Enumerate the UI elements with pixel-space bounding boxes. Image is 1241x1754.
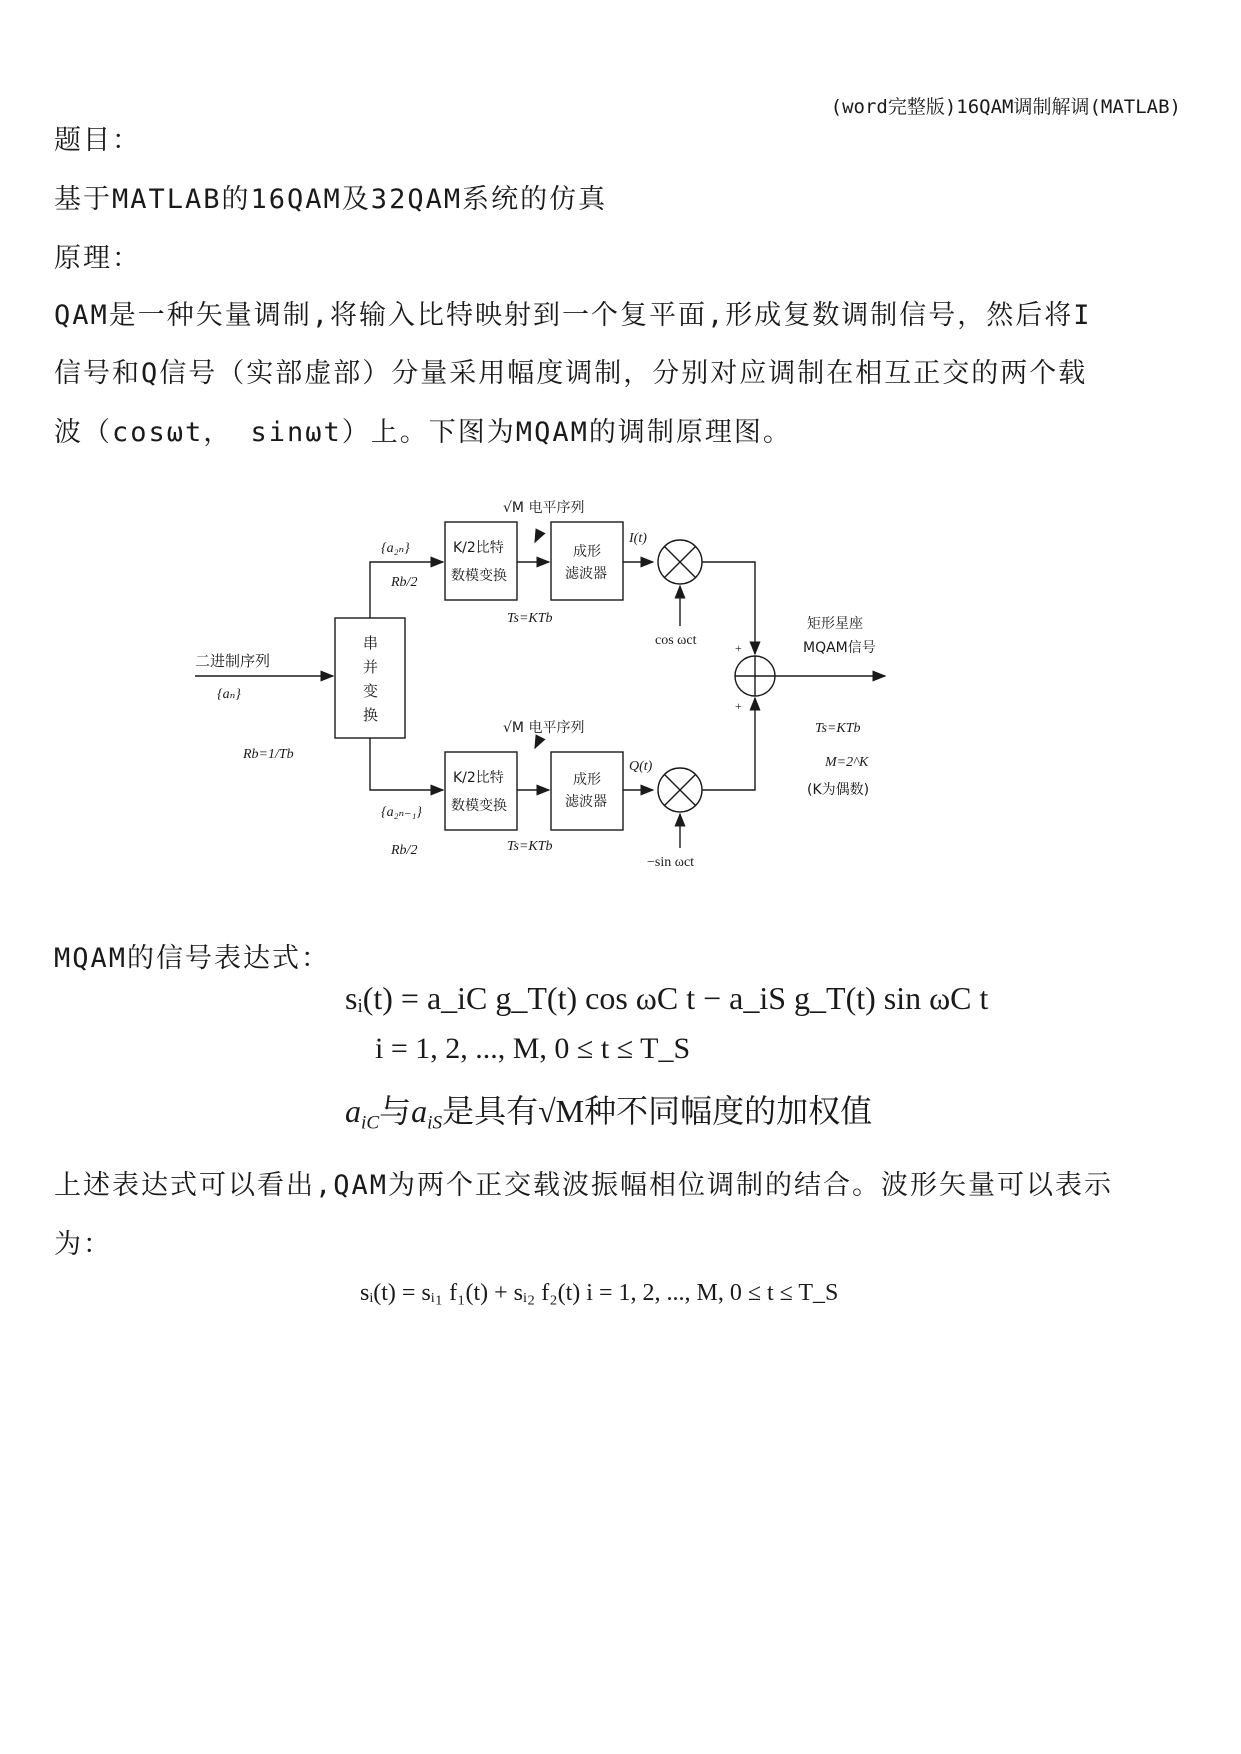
eq3-text1: 与 — [379, 1092, 412, 1130]
sp-char-4: 换 — [363, 706, 379, 724]
out-line1: 矩形星座 — [807, 616, 863, 632]
lower-ts: Ts=KTb — [507, 839, 553, 854]
expr-label: MQAM的信号表达式： — [54, 943, 331, 974]
lower-level-label: √M 电平序列 — [503, 720, 585, 736]
upper-rate: Rb/2 — [391, 575, 418, 590]
equation-3: $a_{iC}$与$a_{iS}$是具有√M种不同幅度的加权值 — [345, 1092, 873, 1134]
sp-char-3: 变 — [363, 682, 379, 700]
page-header: (word完整版)16QAM调制解调(MATLAB) — [830, 96, 1181, 118]
lower-rate: Rb/2 — [391, 843, 418, 858]
lower-dac-line1: K/2比特 — [453, 770, 504, 786]
para2-line1: 上述表达式可以看出,QAM为两个正交载波振幅相位调制的结合。波形矢量可以表示 — [54, 1170, 1114, 1201]
para1-line3: 波（cosωt， sinωt）上。下图为MQAM的调制原理图。 — [54, 417, 792, 448]
upper-level-label: √M 电平序列 — [503, 500, 585, 516]
lower-dac-line2: 数模变换 — [451, 798, 507, 814]
sp-char-1: 串 — [363, 634, 379, 652]
out-m: M=2^K — [825, 755, 869, 770]
input-seq: {aₙ} — [217, 687, 241, 702]
eq3-text3: 种不同幅度的加权值 — [584, 1092, 873, 1130]
rb-label: Rb=1/Tb — [243, 747, 294, 762]
q-label: Q(t) — [629, 759, 653, 774]
label-principle: 原理： — [54, 243, 141, 274]
para1-line1: QAM是一种矢量调制,将输入比特映射到一个复平面,形成复数调制信号，然后将I — [54, 300, 1092, 331]
upper-ts: Ts=KTb — [507, 611, 553, 626]
lower-dac-block — [445, 752, 517, 830]
para2-line2: 为： — [54, 1229, 112, 1260]
doc-title: 基于MATLAB的16QAM及32QAM系统的仿真 — [54, 184, 608, 215]
out-line2: MQAM信号 — [803, 640, 876, 656]
equation-1: sᵢ(t) = a_iC g_T(t) cos ωC t − a_iS g_T(t) sin ωC t — [345, 980, 989, 1016]
i-label: I(t) — [629, 531, 647, 546]
input-label: 二进制序列 — [195, 652, 271, 670]
upper-dac-line2: 数模变换 — [451, 568, 507, 584]
eq3-text2: 是具有 — [442, 1092, 539, 1130]
plus-lower: + — [735, 699, 742, 713]
equation-2: i = 1, 2, ..., M, 0 ≤ t ≤ T_S — [375, 1032, 691, 1065]
lower-filter-line1: 成形 — [573, 772, 601, 788]
plus-upper: + — [735, 641, 742, 655]
mqam-modulator-diagram — [195, 500, 915, 908]
sin-label: −sin ωct — [647, 855, 695, 870]
lower-filter-line2: 滤波器 — [565, 794, 607, 810]
upper-seq: {a₂ₙ} — [381, 541, 410, 556]
out-k: (K为偶数) — [807, 782, 870, 798]
upper-filter-block — [551, 522, 623, 600]
upper-dac-line1: K/2比特 — [453, 540, 504, 556]
para1-line2: 信号和Q信号（实部虚部）分量采用幅度调制，分别对应调制在相互正交的两个载 — [54, 358, 1088, 389]
lower-seq: {a₂ₙ₋₁} — [381, 805, 422, 820]
upper-filter-line2: 滤波器 — [565, 566, 607, 582]
upper-dac-block — [445, 522, 517, 600]
cos-label: cos ωct — [655, 633, 697, 648]
lower-filter-block — [551, 752, 623, 830]
out-ts: Ts=KTb — [815, 721, 861, 736]
label-title: 题目： — [54, 125, 141, 156]
sp-char-2: 并 — [363, 658, 379, 676]
equation-4: sᵢ(t) = sᵢ₁ f₁(t) + sᵢ₂ f₂(t) i = 1, 2, ..., M, 0 ≤ t ≤ T_S — [360, 1280, 839, 1306]
upper-filter-line1: 成形 — [573, 544, 601, 560]
